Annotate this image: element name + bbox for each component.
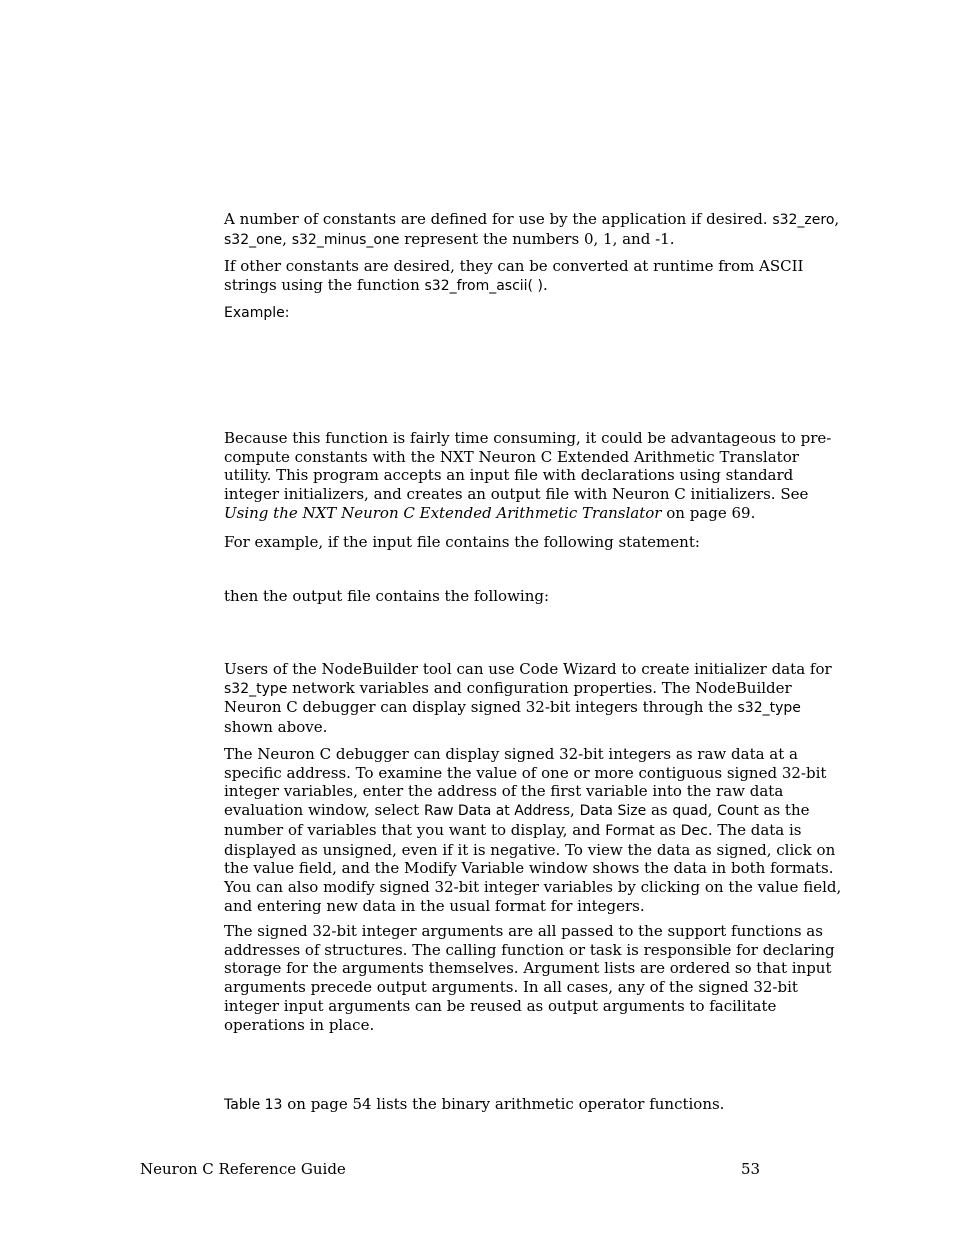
ui-format: Format (605, 822, 655, 839)
debugger-paragraph: The Neuron C debugger can display signed 32-bit integers as raw data at a specific address. To examine the value of one or more contiguous signed 32-bit integer variables, enter the address of the first variable into the raw data evaluation window, select Raw Data at Address, Data Size as quad, Count as the number of variables that you want to display, and Format as Dec. The data is displayed as unsigned, even if it is negative. To view the data as signed, click on the value field, and the Modify Variable window shows the data in both formats. You can also modify signed 32-bit integer variables by clicking on the value field, and entering new data in the usual format for integers. (224, 745, 842, 915)
code-s32-type: s32_type (737, 700, 801, 717)
footer-title: Neuron C Reference Guide (140, 1160, 346, 1178)
cross-reference-link[interactable]: Using the NXT Neuron C Extended Arithmetic Translator (224, 503, 662, 522)
code-s32-type: s32_type (224, 680, 288, 697)
ui-dec: Dec (680, 822, 708, 839)
ui-raw-data-at-address: Raw Data at Address (423, 803, 571, 820)
page-number: 53 (741, 1160, 761, 1178)
code-s32-minus-one: s32_minus_one (291, 231, 400, 248)
precompute-paragraph: Because this function is fairly time consuming, it could be advantageous to pre- compute constants with the NXT Neuron C Extended Arithmetic Translator utility. This program accepts an input file with declarations using standard integer initializers, and creates an output file with Neuron C initializers. See Using the NXT Neuron C Extended Arithmetic Translator on page 69. (224, 429, 832, 522)
code-s32-from-ascii: s32_from_ascii( ) (424, 277, 543, 294)
ascii-conversion-paragraph: If other constants are desired, they can be converted at runtime from ASCII strings using the function s32_from_ascii( ). (224, 257, 804, 294)
output-file-paragraph: then the output file contains the following: (224, 587, 550, 605)
code-s32-one: s32_one (224, 231, 283, 248)
input-file-paragraph: For example, if the input file contains the following statement: (224, 533, 700, 551)
ui-data-size: Data Size (579, 803, 647, 820)
ui-count: Count (717, 803, 759, 820)
example-label: Example: (224, 305, 290, 321)
nodebuilder-paragraph: Users of the NodeBuilder tool can use Code Wizard to create initializer data for s32_type network variables and configuration properties. The NodeBuilder Neuron C debugger can display signed 32-bit integers through the s32_type shown above. (224, 660, 832, 737)
table-13-link[interactable]: Table 13 (224, 1097, 283, 1113)
code-s32-zero: s32_zero (772, 212, 835, 228)
table-reference-paragraph: Table 13 on page 54 lists the binary arithmetic operator functions. (224, 1095, 725, 1113)
constants-paragraph: A number of constants are defined for use by the application if desired. s32_zero, s32_one, s32_minus_one represent the numbers 0, 1, and -1. (224, 210, 840, 248)
ui-quad: quad (672, 803, 708, 820)
arguments-paragraph: The signed 32-bit integer arguments are all passed to the support functions as addresses of structures. The calling function or task is responsible for declaring storage for the arguments themselves. Argument lists are ordered so that input arguments precede output arguments. In all cases, any of the signed 32-bit integer input arguments can be reused as output arguments to facilitate operations in place. (224, 922, 835, 1034)
